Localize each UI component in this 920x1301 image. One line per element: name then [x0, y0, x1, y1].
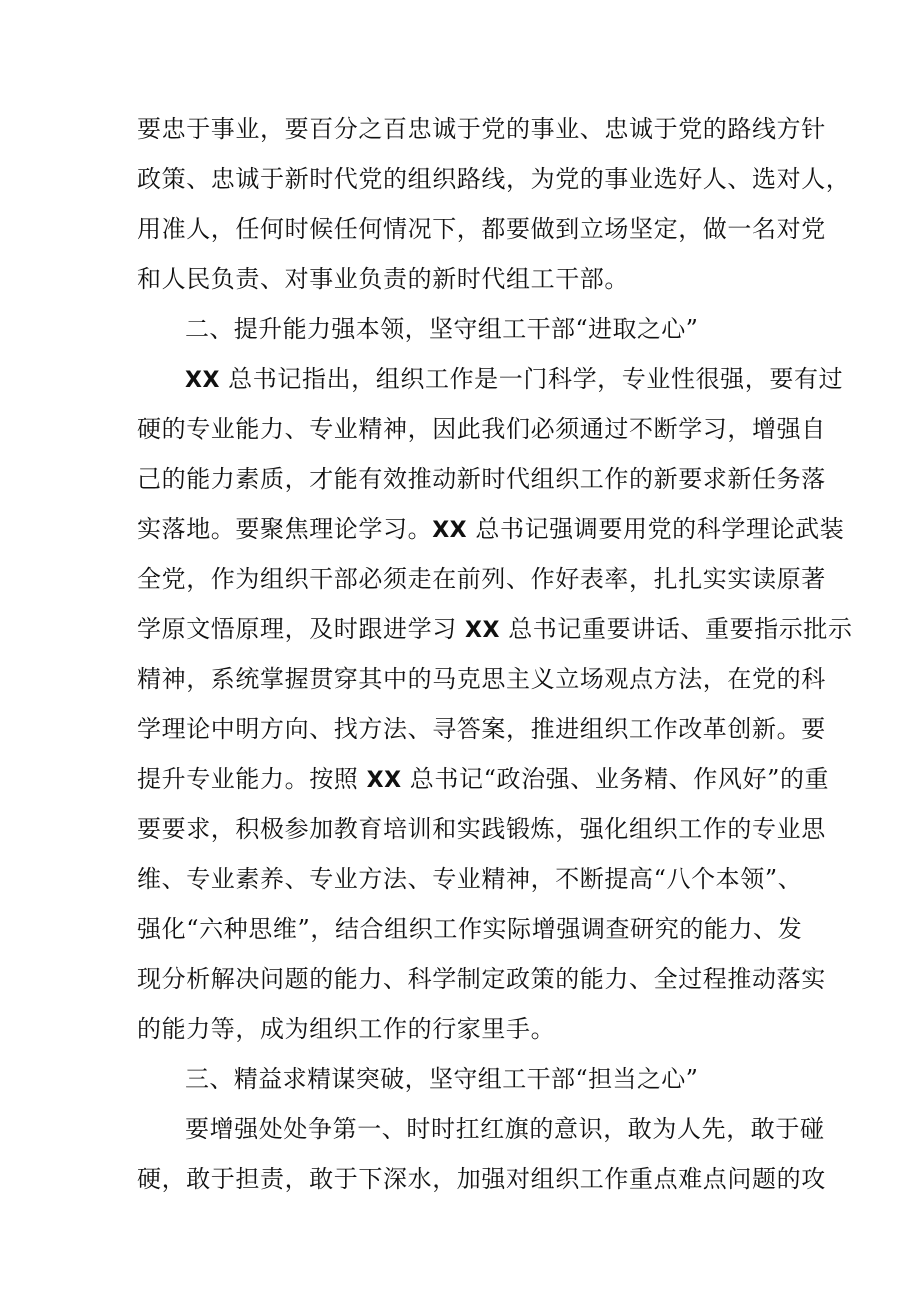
- text-line: 和人民负责、对事业负责的新时代组工干部。: [137, 265, 629, 293]
- text-line: 提升专业能力。按照 XX 总书记“政治强、业务精、作风好”的重: [137, 765, 830, 793]
- text-line: 用准人，任何时候任何情况下，都要做到立场坚定，做一名对党: [137, 215, 826, 243]
- section-heading-2: 二、提升能力强本领，坚守组工干部“进取之心”: [185, 315, 699, 343]
- text-line: 的能力等，成为组织工作的行家里手。: [137, 1015, 556, 1043]
- text-line: 实落地。要聚焦理论学习。XX 总书记强调要用党的科学理论武装: [137, 515, 845, 543]
- text-line: 要要求，积极参加教育培训和实践锻炼，强化组织工作的专业思: [137, 815, 826, 843]
- text-line: 硬，敢于担责，敢于下深水，加强对组织工作重点难点问题的攻: [137, 1165, 826, 1193]
- text-line: 全党，作为组织干部必须走在前列、作好表率，扎扎实实读原著: [137, 565, 826, 593]
- text-line: 己的能力素质，才能有效推动新时代组织工作的新要求新任务落: [137, 465, 826, 493]
- text-line: 现分析解决问题的能力、科学制定政策的能力、全过程推动落实: [137, 965, 826, 993]
- text-line: 强化“六种思维”，结合组织工作实际增强调查研究的能力、发: [137, 915, 803, 943]
- text-line: XX 总书记指出，组织工作是一门科学，专业性很强，要有过: [185, 365, 844, 393]
- section-heading-3: 三、精益求精谋突破，坚守组工干部“担当之心”: [185, 1065, 699, 1093]
- text-line: 学理论中明方向、找方法、寻答案，推进组织工作改革创新。要: [137, 715, 826, 743]
- text-line: 学原文悟原理，及时跟进学习 XX 总书记重要讲话、重要指示批示: [137, 615, 853, 643]
- text-line: 维、专业素养、专业方法、专业精神，不断提高“八个本领”、: [137, 865, 803, 893]
- text-line: 要增强处处争第一、时时扛红旗的意识，敢为人先，敢于碰: [185, 1115, 825, 1143]
- text-line: 硬的专业能力、专业精神，因此我们必须通过不断学习，增强自: [137, 415, 826, 443]
- text-line: 精神，系统掌握贯穿其中的马克思主义立场观点方法，在党的科: [137, 665, 826, 693]
- text-line: 政策、忠诚于新时代党的组织路线，为党的事业选好人、选对人，: [137, 165, 851, 193]
- placeholder-name: XX: [465, 618, 500, 643]
- text-line: 要忠于事业，要百分之百忠诚于党的事业、忠诚于党的路线方针: [137, 115, 826, 143]
- placeholder-name: XX: [185, 368, 220, 393]
- placeholder-name: XX: [432, 518, 468, 543]
- placeholder-name: XX: [366, 768, 402, 793]
